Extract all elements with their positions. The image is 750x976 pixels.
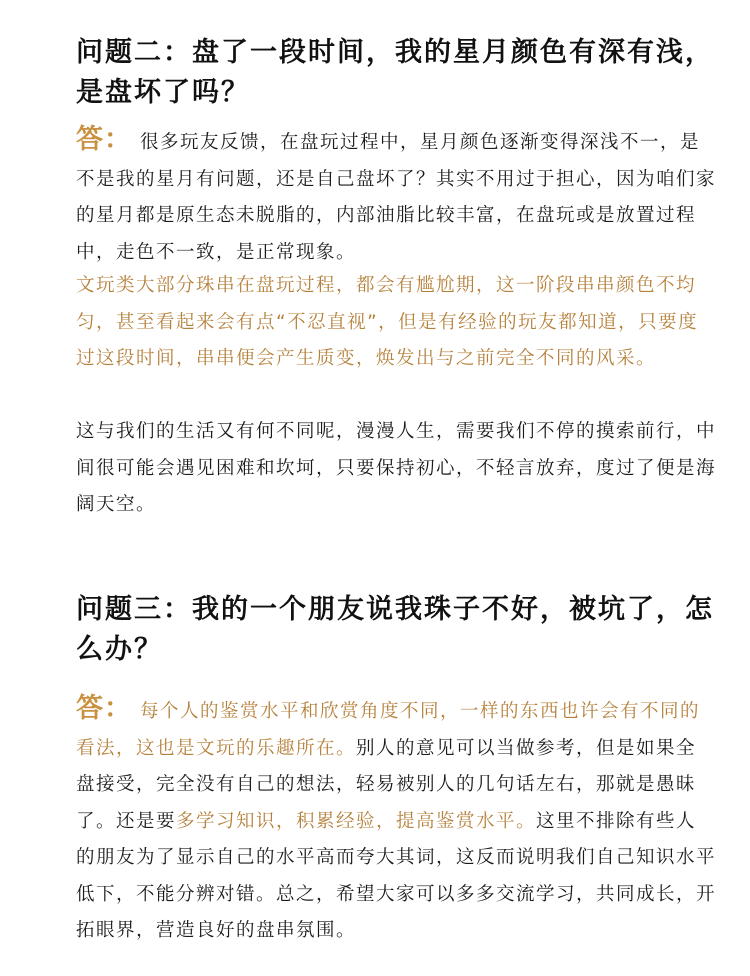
- question-2-title: 问题二：盘了一段时间，我的星月颜色有深有浅，是盘坏了吗？: [76, 37, 714, 108]
- answer-3-accent-1: 每个人的鉴赏水平和欣赏角度不同，一样的东西也许会有不同的看法，这也是文玩的乐趣所在。: [76, 701, 701, 759]
- answer-2-text-1: 很多玩友反馈，在盘玩过程中，星月颜色逐渐变得深浅不一，是不是我的星月有问题，还是自己盘坏了？其实不用过于担心，因为咱们家的星月都是原生态未脱脂的，内部油脂比较丰富，在盘玩或是放置过程中，走色不一致，是正常现象。: [76, 132, 717, 263]
- answer-3-paragraph: [76, 691, 716, 950]
- answer-3-text-2: 这里不排除有些人的朋友为了显示自己的水平高而夸大其词，这反而说明我们自己知识水平低下，不能分辨对错。总之，希望大家可以多多交流学习，共同成长，开拓眼界，营造良好的盘串氛围。: [76, 810, 717, 941]
- answer-2-paragraph-3: 这与我们的生活又有何不同呢，漫漫人生，需要我们不停的摸索前行，中间很可能会遇见困难和坎坷，只要保持初心，不轻言放弃，度过了便是海阔天空。: [76, 421, 717, 515]
- question-3-title: 问题三：我的一个朋友说我珠子不好，被坑了，怎么办？: [76, 594, 714, 665]
- answer-2-paragraph-1: [76, 122, 716, 271]
- answer-3-text-1: 别人的意见可以当做参考，但是如果全盘接受，完全没有自己的想法，轻易被别人的几句话左右，那就是愚昧了。还是要: [76, 737, 697, 832]
- answer-label: 答：: [76, 693, 132, 724]
- answer-2-paragraph-2: 文玩类大部分珠串在盘玩过程，都会有尴尬期，这一阶段串串颜色不均匀，甚至看起来会有点“不忍直视”，但是有经验的玩友都知道，只要度过这段时间，串串便会产生质变，焕发出与之前完全不同的风采。: [76, 275, 699, 369]
- answer-3-accent-2: 多学习知识，积累经验，提高鉴赏水平。: [176, 810, 537, 832]
- answer-label: 答：: [76, 124, 132, 155]
